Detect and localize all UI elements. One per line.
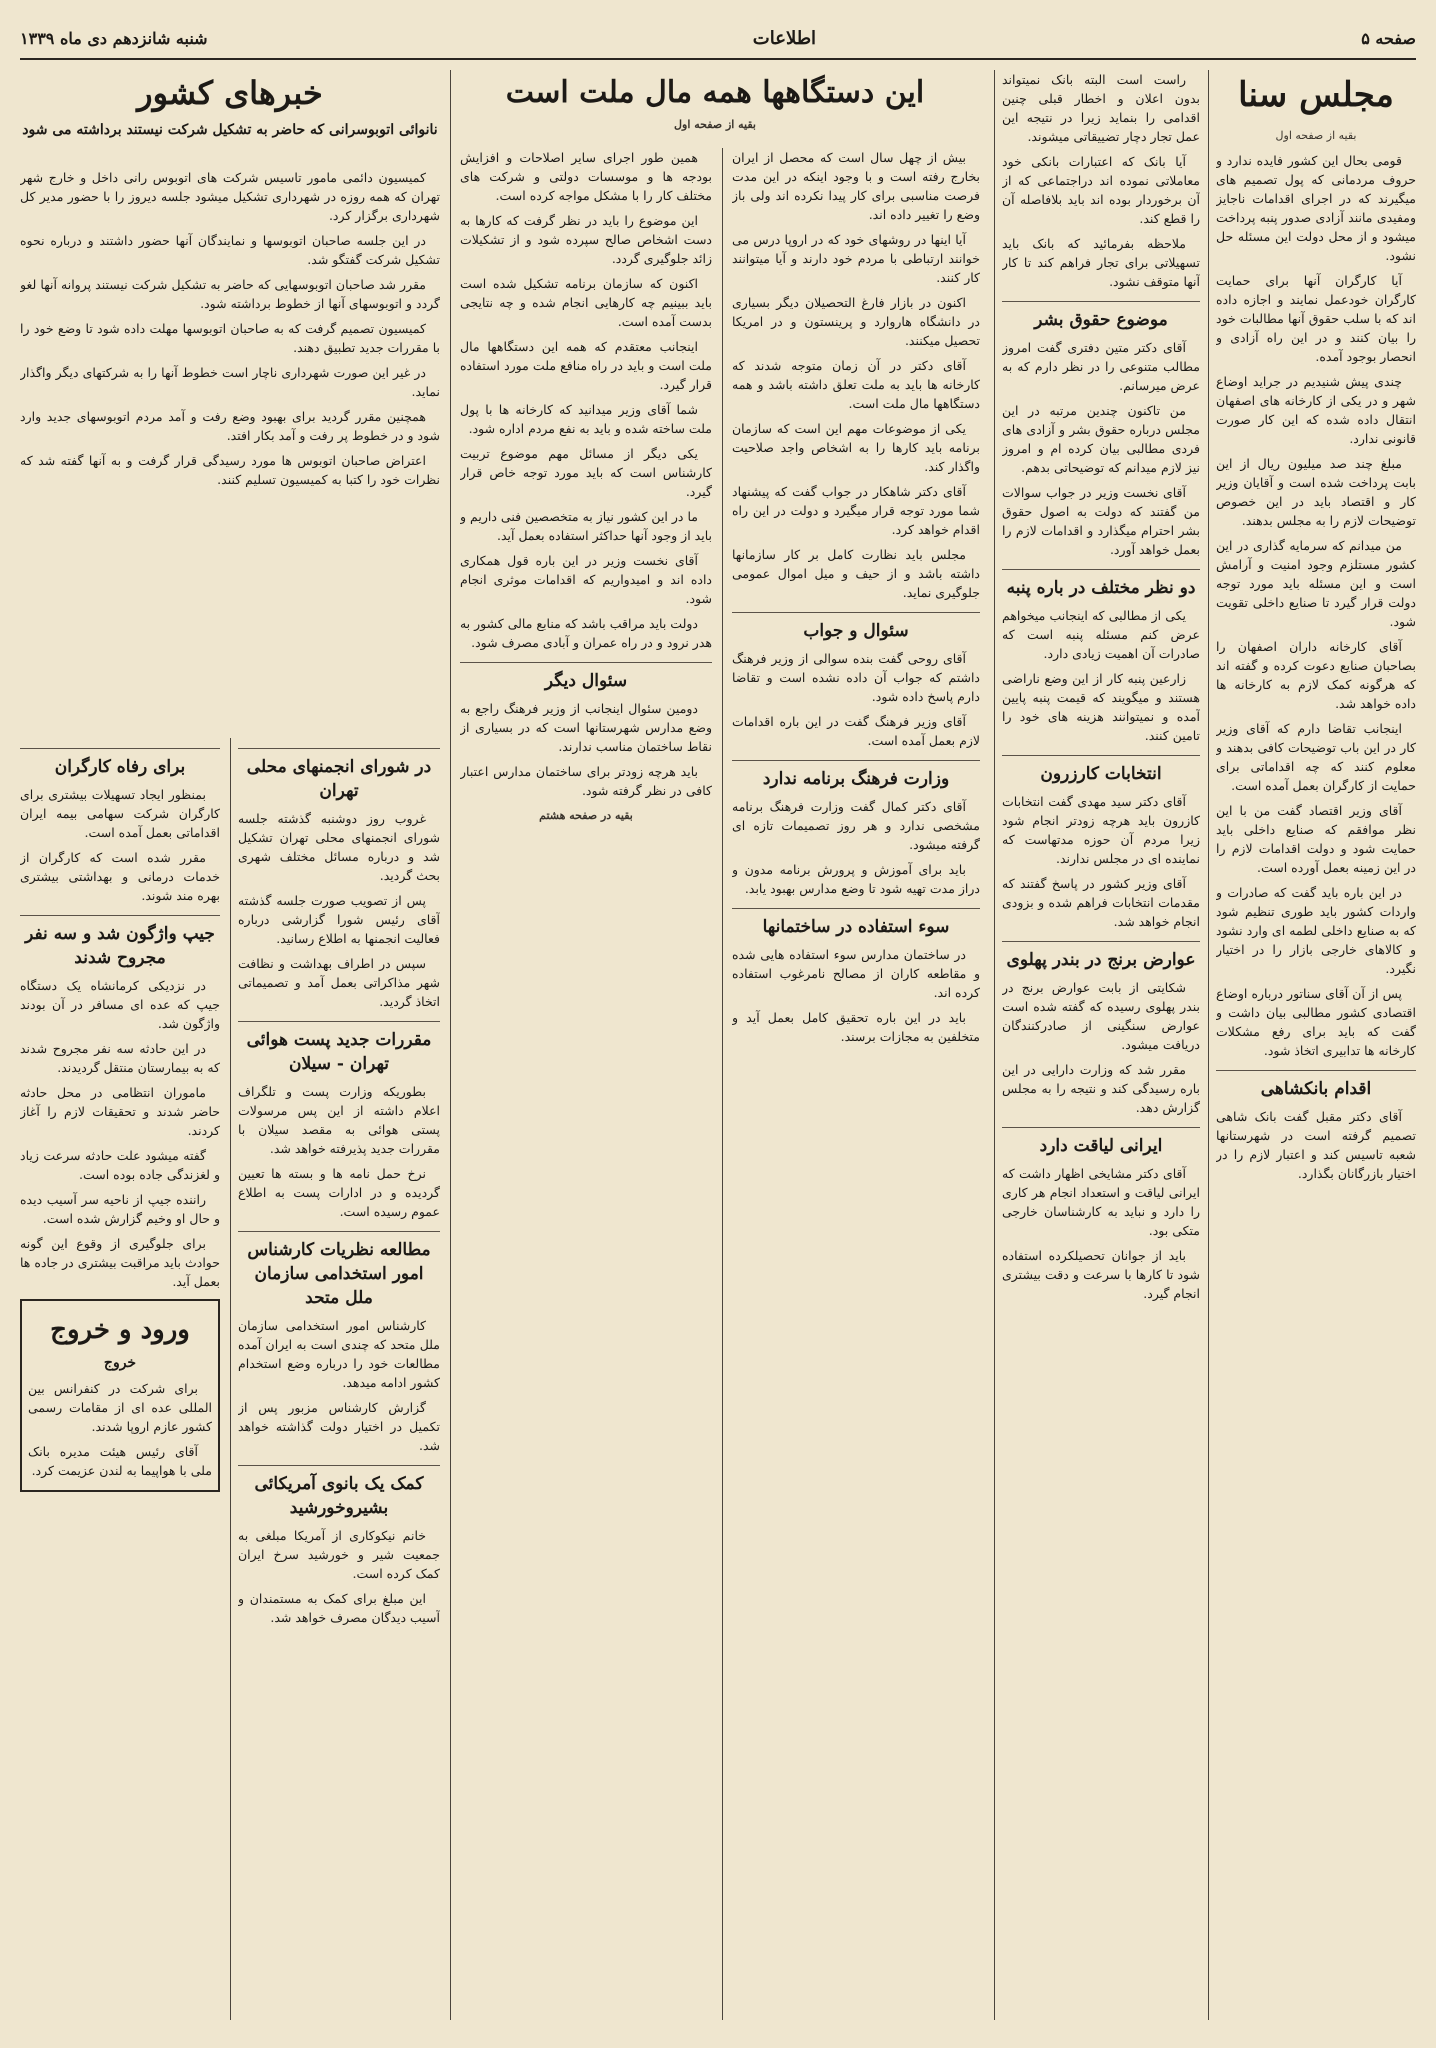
paragraph: همچنین مقرر گردید برای بهبود وضع رفت و آمد مردم اتوبوسهای جدید وارد شود و در خطوط پر رفت و آمد بکار افتد. (20, 409, 440, 443)
headline-country-news: خبرهای کشور (137, 74, 323, 112)
paragraph: در این باره باید گفت که صادرات و واردات کشور باید طوری تنظیم شود که به صنایع داخلی لطمه ای وارد نشود و کالاهای خارجی بازار را در اختیار نگیرد. (1216, 885, 1416, 976)
paragraph: اینجانب معتقدم که همه این دستگاهها مال ملت است و باید در راه منافع ملت مورد استفاده قرار گیرد. (460, 339, 712, 392)
column-5 (238, 738, 440, 2020)
paragraph: آقای دکتر در آن زمان متوجه شدند که کارخانه ها باید به ملت تعلق داشته باشد و همه دستگاهها مال ملت است. (732, 358, 980, 411)
newspaper-page (20, 18, 1416, 2028)
paragraph: غروب روز دوشنبه گذشته جلسه شورای انجمنهای محلی تهران تشکیل شد و درباره مسائل مختلف شهری بحث گردید. (238, 811, 440, 883)
column-rule (994, 70, 995, 2020)
paper-name: اطلاعات (752, 27, 817, 49)
paragraph: آقای دکتر شاهکار در جواب گفت که پیشنهاد شما مورد توجه قرار میگیرد و دولت در این راه اقدام خواهد کرد. (732, 484, 980, 537)
subhead: مقررات جدید پست هوائی تهران - سیلان (238, 1021, 440, 1076)
paragraph: مقرر شده است که کارگران از خدمات درمانی و بهداشتی بیشتری بهره مند شوند. (20, 850, 220, 903)
subhead: دو نظر مختلف در باره پنبه (1002, 569, 1200, 600)
page-label: صفحه ۵ (1361, 28, 1416, 48)
paragraph: در این حادثه سه نفر مجروح شدند که به بیمارستان منتقل گردیدند. (20, 1041, 220, 1075)
paragraph: ما در این کشور نیاز به متخصصین فنی داریم و باید از وجود آنها حداکثر استفاده بعمل آید. (460, 509, 712, 543)
paragraph: گزارش کارشناس مزبور پس از تکمیل در اختیار دولت گذاشته خواهد شد. (238, 1400, 440, 1453)
subhead: سئوال و جواب (732, 612, 980, 643)
paragraph: قومی بحال این کشور فایده ندارد و حروف مردمانی که پول تصمیم های میگیرند که در اجرای اقدامات ناجایز ومفیدی مانند آزادی صدور پنبه پرداخت میشود و از محل دولت این مسئله حل نشود. (1216, 153, 1416, 263)
subhead: کمک یک بانوی آمریکائی بشیروخورشید (238, 1465, 440, 1520)
paragraph: آقای دکتر سید مهدی گفت انتخابات کازرون باید هرچه زودتر انجام شود زیرا مردم آن حوزه مدتهاست که نماینده ای در مجلس ندارند. (1002, 794, 1200, 866)
paragraph: آقای دکتر مقبل گفت بانک شاهی تصمیم گرفته است در شهرستانها شعبه تاسیس کند و اعتبار لازم را در اختیار بازرگانان بگذارد. (1216, 1109, 1416, 1181)
paragraph: سپس در اطراف بهداشت و نظافت شهر مذاکراتی بعمل آمد و تصمیماتی اتخاذ گردید. (238, 956, 440, 1009)
paragraph: یکی از موضوعات مهم این است که سازمان برنامه باید کارها را به اشخاص واجد صلاحیت واگذار کند. (732, 421, 980, 474)
paragraph: چندی پیش شنیدیم در جراید اوضاع شهر و در یکی از کارخانه های اصفهان انتقال داده شده که این کار صورت قانونی ندارد. (1216, 374, 1416, 446)
paragraph: باید از جوانان تحصیلکرده استفاده شود تا کارها با سرعت و دقت بیشتری انجام گیرد. (1002, 1248, 1200, 1301)
subhead: انتخابات کارزرون (1002, 755, 1200, 786)
paragraph: همین طور اجرای سایر اصلاحات و افزایش بودجه ها و موسسات دولتی و شرکت های مختلف کار را با مشکل مواجه کرده است. (460, 150, 712, 203)
subhead: وزارت فرهنگ برنامه ندارد (732, 760, 980, 791)
paragraph: بمنظور ایجاد تسهیلات بیشتری برای کارگران شرکت سهامی بیمه ایران اقداماتی بعمل آمده است. (20, 787, 220, 840)
continued-note: بقیه در صفحه هشتم (539, 809, 633, 822)
box-subtitle: خروج (103, 1355, 137, 1371)
paragraph: بیش از چهل سال است که محصل از ایران بخارج رفته است و با وجود اینکه در این مدت فرصت مناسبی برای کار پیدا نکرده اند ولی باز وضع را تغییر داده اند. (732, 150, 980, 222)
paragraph: آقای وزیر کشور در پاسخ گفتند که مقدمات انتخابات فراهم شده و بزودی انجام خواهد شد. (1002, 876, 1200, 929)
paragraph: آیا اینها در روشهای خود که در اروپا درس می خوانند ارتباطی با مردم خود دارند و آیا میتوانند کار کنند. (732, 232, 980, 285)
paragraph: در ساختمان مدارس سوء استفاده هایی شده و مقاطعه کاران از مصالح نامرغوب استفاده کرده اند. (732, 947, 980, 1000)
column-rule (1208, 70, 1209, 2020)
box-title: ورود و خروج (50, 1315, 190, 1345)
paragraph: در نزدیکی کرمانشاه یک دستگاه جیپ که عده ای مسافر در آن بودند واژگون شد. (20, 978, 220, 1031)
paragraph: زارعین پنبه کار از این وضع ناراضی هستند و میگویند که قیمت پنبه پایین آمده و نمیتوانند هزینه های خود را تامین کنند. (1002, 671, 1200, 743)
paragraph: ماموران انتظامی در محل حادثه حاضر شدند و تحقیقات لازم را آغاز کردند. (20, 1085, 220, 1138)
headline-block (450, 70, 980, 137)
subhead: اقدام بانکشاهی (1216, 1070, 1416, 1101)
column-rule (450, 70, 451, 2020)
subhead: سوء استفاده در ساختمانها (732, 908, 980, 939)
paragraph: مجلس باید نظارت کامل بر کار سازمانها داشته باشد و از حیف و میل اموال عمومی جلوگیری نماید. (732, 547, 980, 600)
paragraph: اکنون در بازار فارغ التحصیلان دیگر بسیاری در دانشگاه هاروارد و پرینستون و در امریکا تحصیل میکنند. (732, 295, 980, 348)
paragraph: آقای نخست وزیر در جواب سوالات من گفتند که دولت به اصول حقوق بشر احترام میگذارد و اقدامات لازم را بعمل خواهد آورد. (1002, 485, 1200, 557)
paragraph: شکایتی از بابت عوارض برنج در بندر پهلوی رسیده که گفته شده است عوارض سنگینی از صادرکنندگان دریافت میشود. (1002, 980, 1200, 1052)
news-headline-block (20, 70, 440, 146)
column-1 (1216, 70, 1416, 2020)
headline-senate: مجلس سنا (1238, 75, 1394, 115)
paragraph: اینجانب تقاضا دارم که آقای وزیر کار در این باب توضیحات کافی بدهند و معلوم کنند که چه اقداماتی برای حمایت از کارگران بعمل آمده است. (1216, 721, 1416, 793)
paragraph: آقای دکتر متین دفتری گفت امروز مطالب متنوعی را در نظر دارم که به عرض میرسانم. (1002, 340, 1200, 393)
subhead: برای رفاه کارگران (20, 748, 220, 779)
paragraph: خانم نیکوکاری از آمریکا مبلغی به جمعیت شیر و خورشید سرخ ایران کمک کرده است. (238, 1528, 440, 1581)
paragraph: آقای روحی گفت بنده سوالی از وزیر فرهنگ داشتم که جواب آن داده نشده است و تقاضا دارم پاسخ داده شود. (732, 651, 980, 704)
column-2 (1002, 70, 1200, 2020)
paragraph: آقای وزیر فرهنگ گفت در این باره اقدامات لازم بعمل آمده است. (732, 714, 980, 748)
paragraph: باید در این باره تحقیق کامل بعمل آید و متخلفین به مجازات برسند. (732, 1010, 980, 1044)
paragraph: نرخ حمل نامه ها و بسته ها تعیین گردیده و در ادارات پست به اطلاع عموم رسیده است. (238, 1166, 440, 1219)
paragraph: من میدانم که سرمایه گذاری در این کشور مستلزم وجود امنیت و آرامش است و این مسئله باید مورد توجه دولت قرار گیرد تا صنایع داخلی تقویت شود. (1216, 538, 1416, 629)
paragraph: آقای دکتر کمال گفت وزارت فرهنگ برنامه مشخصی ندارد و هر روز تصمیمات تازه ای گرفته میشود. (732, 799, 980, 852)
paragraph: آقای کارخانه داران اصفهان را بصاحبان صنایع دعوت کرده و گفته اند که هرگونه کمک لازم به کارخانه ها داده خواهد شد. (1216, 639, 1416, 711)
paragraph: مقرر شد صاحبان اتوبوسهایی که حاضر به تشکیل شرکت نیستند پروانه آنها لغو گردد و اتوبوسهای آنها از خطوط برداشته شود. (20, 277, 440, 311)
paragraph: دومین سئوال اینجانب از وزیر فرهنگ راجع به وضع مدارس شهرستانها است که در بسیاری از نقاط ساختمان مناسب ندارند. (460, 701, 712, 754)
paragraph: باید هرچه زودتر برای ساختمان مدارس اعتبار کافی در نظر گرفته شود. (460, 764, 712, 798)
paragraph: بطوریکه وزارت پست و تلگراف اعلام داشته از این پس مرسولات پستی هوائی به مقصد سیلان با مقررات جدید پذیرفته خواهد شد. (238, 1084, 440, 1156)
paragraph: آقای وزیر اقتصاد گفت من با این نظر موافقم که صنایع داخلی باید حمایت شود و دولت اقدامات لازم را در این زمینه بعمل آورده است. (1216, 803, 1416, 875)
arrivals-departures-box (20, 1299, 220, 1492)
subhead: موضوع حقوق بشر (1002, 301, 1200, 332)
paragraph: آیا بانک که اعتبارات بانکی خود معاملاتی نموده اند دراجتماعی که از آن برخوردار بوده اند باید بلافاصله آن را قطع کند. (1002, 154, 1200, 226)
paragraph: پس از تصویب صورت جلسه گذشته آقای رئیس شورا گزارشی درباره فعالیت انجمنها به اطلاع رسانید. (238, 893, 440, 946)
paragraph: آقای دکتر مشایخی اظهار داشت که ایرانی لیاقت و استعداد انجام هر کاری را دارد و نباید به کارشناسان خارجی متکی بود. (1002, 1166, 1200, 1238)
paragraph: در این جلسه صاحبان اتوبوسها و نمایندگان آنها حضور داشتند و درباره نحوه تشکیل شرکت گفتگو شد. (20, 233, 440, 267)
paragraph: شما آقای وزیر میدانید که کارخانه ها با پول ملت ساخته شده و باید به نفع مردم اداره شود. (460, 402, 712, 436)
paragraph: یکی از مطالبی که اینجانب میخواهم عرض کنم مسئله پنبه است که صادرات آن اهمیت زیادی دارد. (1002, 608, 1200, 661)
column-3 (732, 148, 980, 2020)
column-rule (722, 148, 723, 2020)
subhead: عوارض برنج در بندر پهلوی (1002, 941, 1200, 972)
paragraph: راننده جیپ از ناحیه سر آسیب دیده و حال او وخیم گزارش شده است. (20, 1192, 220, 1226)
paragraph: برای شرکت در کنفرانس بین المللی عده ای از مقامات رسمی کشور عازم اروپا شدند. (28, 1381, 212, 1434)
paragraph: اکنون که سازمان برنامه تشکیل شده است باید ببینیم چه کارهایی انجام شده و چه نتایجی بدست آمده است. (460, 276, 712, 329)
paragraph: در غیر این صورت شهرداری ناچار است خطوط آنها را به شرکتهای دیگر واگذار نماید. (20, 365, 440, 399)
paragraph: کارشناس امور استخدامی سازمان ملل متحد که چندی است به ایران آمده مطالعات خود را درباره وضع استخدام کشور ادامه میدهد. (238, 1318, 440, 1390)
paragraph: اعتراض صاحبان اتوبوس ها مورد رسیدگی قرار گرفت و به آنها گفته شد که نظرات خود را کتبا به کمیسیون تسلیم کنند. (20, 453, 440, 487)
continued-note: بقیه از صفحه اول (674, 118, 756, 131)
paragraph: آقای رئیس هیئت مدیره بانک ملی با هواپیما به لندن عزیمت کرد. (28, 1444, 212, 1478)
paragraph: یکی دیگر از مسائل مهم موضوع تربیت کارشناس است که باید مورد توجه خاص قرار گیرد. (460, 446, 712, 499)
continued-note: بقیه از صفحه اول (1275, 129, 1357, 142)
paragraph: مبلغ چند صد میلیون ریال از این بابت پرداخت شده است و آقایان وزیر کار و اقتصاد باید در این خصوص توضیحات لازم را به مجلس بدهند. (1216, 456, 1416, 528)
paragraph: این موضوع را باید در نظر گرفت که کارها به دست اشخاص صالح سپرده شود و از تشکیلات زائد جلوگیری گردد. (460, 213, 712, 266)
lead-story (20, 168, 440, 728)
paragraph: پس از آن آقای سناتور درباره اوضاع اقتصادی کشور مطالبی بیان داشت و گفت که باید برای رفع مشکلات کارخانه ها تدابیری اتخاذ شود. (1216, 986, 1416, 1058)
subheadline: نانوائی اتوبوسرانی که حاضر به تشکیل شرکت نیستند برداشته می شود (22, 122, 438, 138)
paragraph: گفته میشود علت حادثه سرعت زیاد و لغزندگی جاده بوده است. (20, 1148, 220, 1182)
masthead (20, 18, 1416, 60)
paragraph: برای جلوگیری از وقوع این گونه حوادث باید مراقبت بیشتری در جاده ها بعمل آید. (20, 1236, 220, 1289)
paragraph: دولت باید مراقب باشد که منابع مالی کشور به هدر نرود و در راه عمران و آبادی مصرف شود. (460, 616, 712, 650)
paragraph: این مبلغ برای کمک به مستمندان و آسیب دیدگان مصرف خواهد شد. (238, 1591, 440, 1625)
issue-date: شنبه شانزدهم دی ماه ۱۳۳۹ (20, 28, 208, 48)
paragraph: ملاحظه بفرمائید که بانک باید تسهیلاتی برای تجار فراهم کند تا کار آنها متوقف نشود. (1002, 236, 1200, 289)
paragraph: من تاکنون چندین مرتبه در این مجلس درباره حقوق بشر و آزادی های فردی مطالبی بیان کرده ام و امروز نیز لازم میدانم که توضیحاتی بدهم. (1002, 403, 1200, 475)
column-6 (20, 738, 220, 2020)
subhead: جیپ واژگون شد و سه نفر مجروح شدند (20, 915, 220, 970)
column-rule (230, 738, 231, 2020)
subhead: سئوال دیگر (460, 662, 712, 693)
paragraph: کمیسیون دائمی مامور تاسیس شرکت های اتوبوس رانی داخل و خارج شهر تهران که همه روزه در شهرداری تشکیل میشود جلسه دیروز را با حضور مدیر کل شهرداری برگزار کرد. (20, 170, 440, 223)
column-4 (460, 148, 712, 2020)
subhead: در شورای انجمنهای محلی تهران (238, 748, 440, 803)
paragraph: آیا کارگران آنها برای حمایت کارگران خودعمل نمایند و اجازه داده اند که با سلب حقوق آنها مطالبات خود را بیان کنند و در این راه آزادی و انحصار بوجود آمده. (1216, 273, 1416, 364)
paragraph: راست است البته بانک نمیتواند بدون اعلان و اخطار قبلی چنین اقدامی را بنماید زیرا در نتیجه این عمل تجار دچار تضییقاتی میشوند. (1002, 72, 1200, 144)
paragraph: آقای نخست وزیر در این باره قول همکاری داده اند و امیدواریم که اقدامات موثری انجام شود. (460, 553, 712, 606)
paragraph: باید برای آموزش و پرورش برنامه مدون و دراز مدت تهیه شود تا وضع مدارس بهبود یابد. (732, 862, 980, 896)
subhead: مطالعه نظریات کارشناس امور استخدامی سازمان ملل متحد (238, 1231, 440, 1310)
paragraph: کمیسیون تصمیم گرفت که به صاحبان اتوبوسها مهلت داده شود تا وضع خود را با مقررات جدید تطبیق دهند. (20, 321, 440, 355)
paragraph: مقرر شد که وزارت دارایی در این باره رسیدگی کند و نتیجه را به مجلس گزارش دهد. (1002, 1062, 1200, 1115)
headline-nation: این دستگاهها همه مال ملت است (505, 75, 925, 110)
subhead: ایرانی لیاقت دارد (1002, 1127, 1200, 1158)
